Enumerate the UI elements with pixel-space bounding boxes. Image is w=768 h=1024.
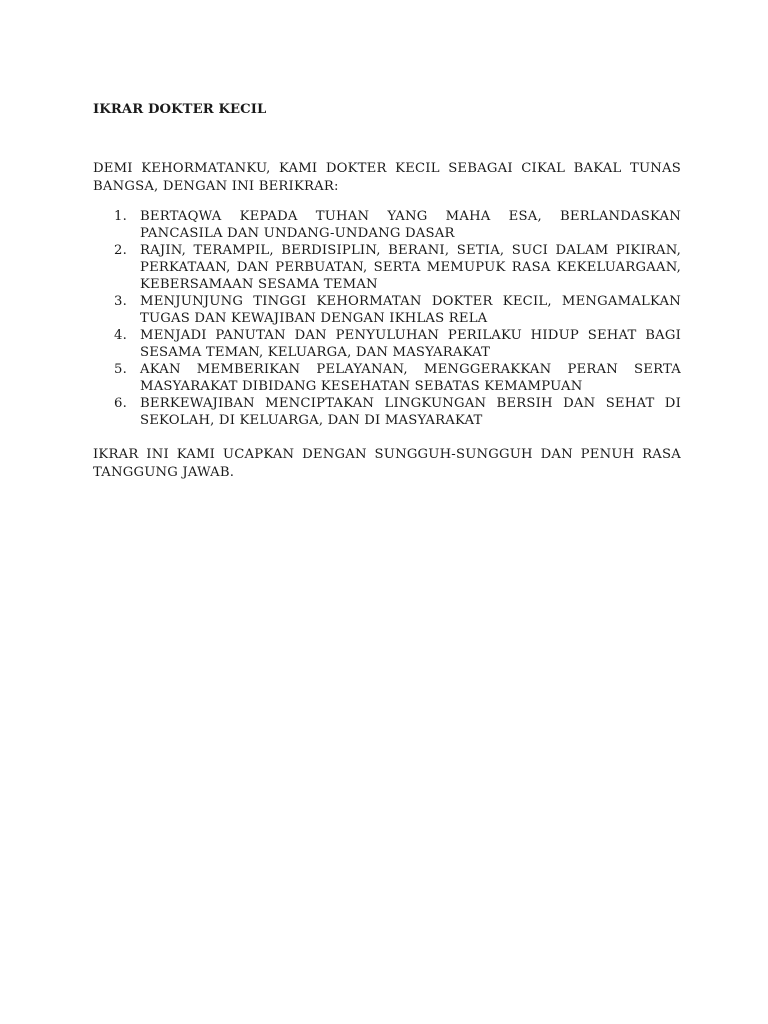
- pledge-item: [93, 242, 681, 293]
- pledge-item: [93, 361, 681, 395]
- document-title: IKRAR DOKTER KECIL: [93, 102, 267, 117]
- intro-paragraph: DEMI KEHORMATANKU, KAMI DOKTER KECIL SEBAGAI CIKAL BAKAL TUNAS BANGSA, DENGAN INI BERIKRAR:: [93, 161, 681, 194]
- pledge-number: 5.: [114, 362, 127, 377]
- pledge-text: AKAN MEMBERIKAN PELAYANAN, MENGGERAKKAN PERAN SERTA MASYARAKAT DIBIDANG KESEHATAN SEBATAS KEMAMPUAN: [140, 362, 681, 394]
- pledge-list: [93, 208, 681, 429]
- pledge-number: 1.: [114, 209, 127, 224]
- pledge-item: [93, 293, 681, 327]
- pledge-text: RAJIN, TERAMPIL, BERDISIPLIN, BERANI, SETIA, SUCI DALAM PIKIRAN, PERKATAAN, DAN PERBUATAN, SERTA MEMUPUK RASA KEKELUARGAAN, KEBERSAMAAN SESAMA TEMAN: [140, 243, 681, 292]
- pledge-text: BERKEWAJIBAN MENCIPTAKAN LINGKUNGAN BERSIH DAN SEHAT DI SEKOLAH, DI KELUARGA, DAN DI MASYARAKAT: [140, 396, 681, 428]
- pledge-item: [93, 208, 681, 242]
- pledge-item: [93, 327, 681, 361]
- closing-paragraph: IKRAR INI KAMI UCAPKAN DENGAN SUNGGUH-SUNGGUH DAN PENUH RASA TANGGUNG JAWAB.: [93, 447, 681, 480]
- pledge-number: 4.: [114, 328, 127, 343]
- pledge-number: 3.: [114, 294, 127, 309]
- pledge-number: 6.: [114, 396, 127, 411]
- pledge-text: BERTAQWA KEPADA TUHAN YANG MAHA ESA, BERLANDASKAN PANCASILA DAN UNDANG-UNDANG DASAR: [140, 209, 681, 241]
- pledge-item: [93, 395, 681, 429]
- pledge-text: MENJADI PANUTAN DAN PENYULUHAN PERILAKU HIDUP SEHAT BAGI SESAMA TEMAN, KELUARGA, DAN MASYARAKAT: [140, 328, 681, 360]
- pledge-number: 2.: [114, 243, 127, 258]
- pledge-text: MENJUNJUNG TINGGI KEHORMATAN DOKTER KECIL, MENGAMALKAN TUGAS DAN KEWAJIBAN DENGAN IKHLAS RELA: [140, 294, 681, 326]
